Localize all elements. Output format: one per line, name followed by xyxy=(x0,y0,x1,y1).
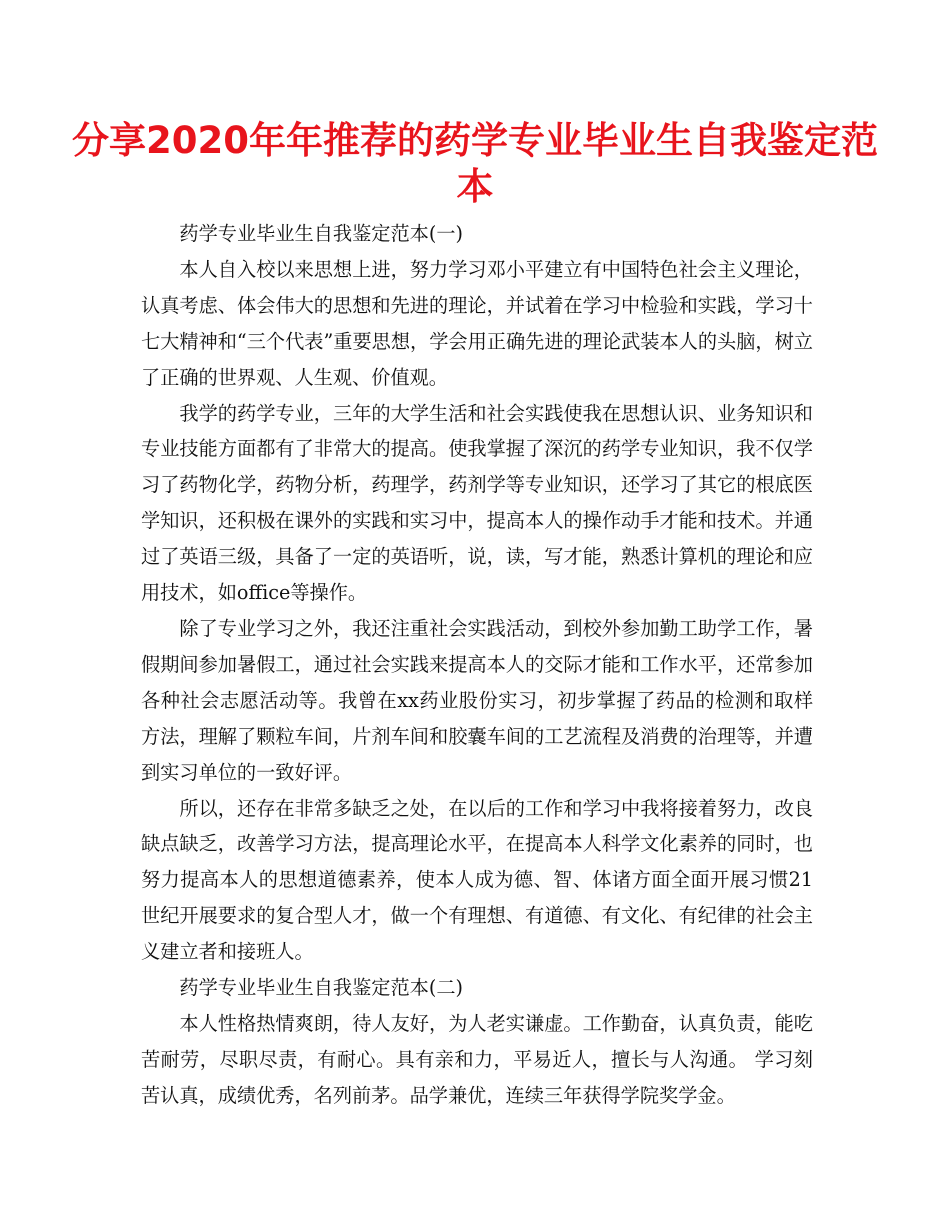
body-paragraph: 本人自入校以来思想上进，努力学习邓小平建立有中国特色社会主义理论，认真考虑、体会伟大的思想和先进的理论，并试着在学习中检验和实践，学习十七大精神和“三个代表”重要思想，学会用正确先进的理论武装本人的头脑，树立了正确的世界观、人生观、价值观。 xyxy=(141,257,813,389)
section-heading-2: 药学专业毕业生自我鉴定范本(二) xyxy=(179,976,463,1000)
document-body xyxy=(141,216,813,1114)
body-paragraph: 本人性格热情爽朗，待人友好，为人老实谦虚。工作勤奋，认真负责，能吃苦耐劳，尽职尽责，有耐心。具有亲和力，平易近人，擅长与人沟通。 学习刻苦认真，成绩优秀，名列前茅。品学兼优，连续三年获得学院奖学金。 xyxy=(141,1011,813,1107)
body-paragraph: 我学的药学专业，三年的大学生活和社会实践使我在思想认识、业务知识和专业技能方面都有了非常大的提高。使我掌握了深沉的药学专业知识，我不仅学习了药物化学，药物分析，药理学，药剂学等专业知识，还学习了其它的根底医学知识，还积极在课外的实践和实习中，提高本人的操作动手才能和技术。并通过了英语三级，具备了一定的英语听，说，读，写才能，熟悉计算机的理论和应用技术，如office等操作。 xyxy=(141,401,813,605)
body-paragraph: 除了专业学习之外，我还注重社会实践活动，到校外参加勤工助学工作，暑假期间参加暑假工，通过社会实践来提高本人的交际才能和工作水平，还常参加各种社会志愿活动等。我曾在xx药业股份实习，初步掌握了药品的检测和取样方法，理解了颗粒车间，片剂车间和胶囊车间的工艺流程及消费的治理等，并遭到实习单位的一致好评。 xyxy=(141,616,813,784)
document-title: 分享2020年年推荐的药学专业毕业生自我鉴定范本 xyxy=(72,119,878,208)
body-paragraph: 所以，还存在非常多缺乏之处，在以后的工作和学习中我将接着努力，改良缺点缺乏，改善学习方法，提高理论水平，在提高本人科学文化素养的同时，也努力提高本人的思想道德素养，使本人成为德、智、体诸方面全面开展习惯21世纪开展要求的复合型人才，做一个有理想、有道德、有文化、有纪律的社会主义建立者和接班人。 xyxy=(141,796,813,964)
section-heading-1: 药学专业毕业生自我鉴定范本(一) xyxy=(179,222,463,245)
